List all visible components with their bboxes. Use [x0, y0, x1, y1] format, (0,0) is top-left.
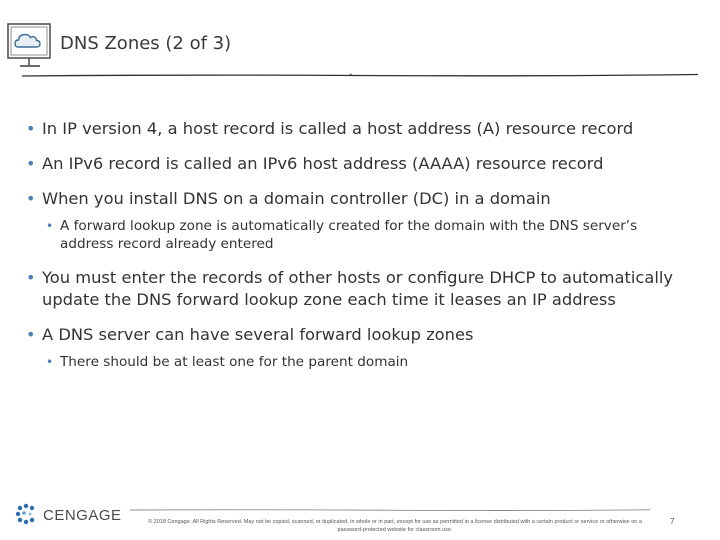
- bullet-text: A DNS server can have several forward lookup zones: [42, 325, 474, 344]
- logo-text: CENGAGE: [43, 507, 122, 524]
- bullet-text: An IPv6 record is called an IPv6 host address (AAAA) resource record: [42, 154, 604, 173]
- bullet-item: [22, 153, 692, 175]
- bullet-item: [22, 267, 692, 311]
- sub-bullet-text: A forward lookup zone is automatically created for the domain with the DNS server’s address record already entered: [60, 218, 638, 252]
- copyright-notice: © 2018 Cengage. All Rights Reserved. May not be copied, scanned, or duplicated, in whole or in part, except for use as permitted in a license distributed with a certain product or service or otherwise on a password-protected website for classroom use.: [148, 519, 642, 533]
- sub-bullet-item: [22, 353, 692, 371]
- bullet-item: [22, 188, 692, 210]
- bullet-item: [22, 324, 692, 346]
- bullet-text: In IP version 4, a host record is called a host address (A) resource record: [42, 119, 634, 138]
- footer-divider: [130, 506, 650, 514]
- bullet-marker: •: [26, 189, 36, 208]
- bullet-list: [22, 118, 692, 385]
- bullet-text: When you install DNS on a domain controller (DC) in a domain: [42, 189, 551, 208]
- bullet-marker: •: [26, 154, 36, 173]
- bullet-item: [22, 118, 692, 140]
- sub-bullet-item: [22, 217, 692, 253]
- title-divider: [20, 66, 700, 86]
- page-number: 7: [670, 517, 675, 526]
- bullet-marker: •: [26, 268, 36, 287]
- cloud-monitor-icon: [6, 22, 56, 72]
- page-title: DNS Zones (2 of 3): [60, 33, 232, 54]
- bullet-marker: •: [26, 325, 36, 344]
- sub-bullet-marker: •: [46, 219, 54, 233]
- sub-bullet-marker: •: [46, 355, 54, 369]
- bullet-text: You must enter the records of other hosts or configure DHCP to automatically update the DNS forward lookup zone each time it leases an IP address: [42, 268, 674, 309]
- bullet-marker: •: [26, 119, 36, 138]
- sub-bullet-text: There should be at least one for the parent domain: [60, 354, 409, 370]
